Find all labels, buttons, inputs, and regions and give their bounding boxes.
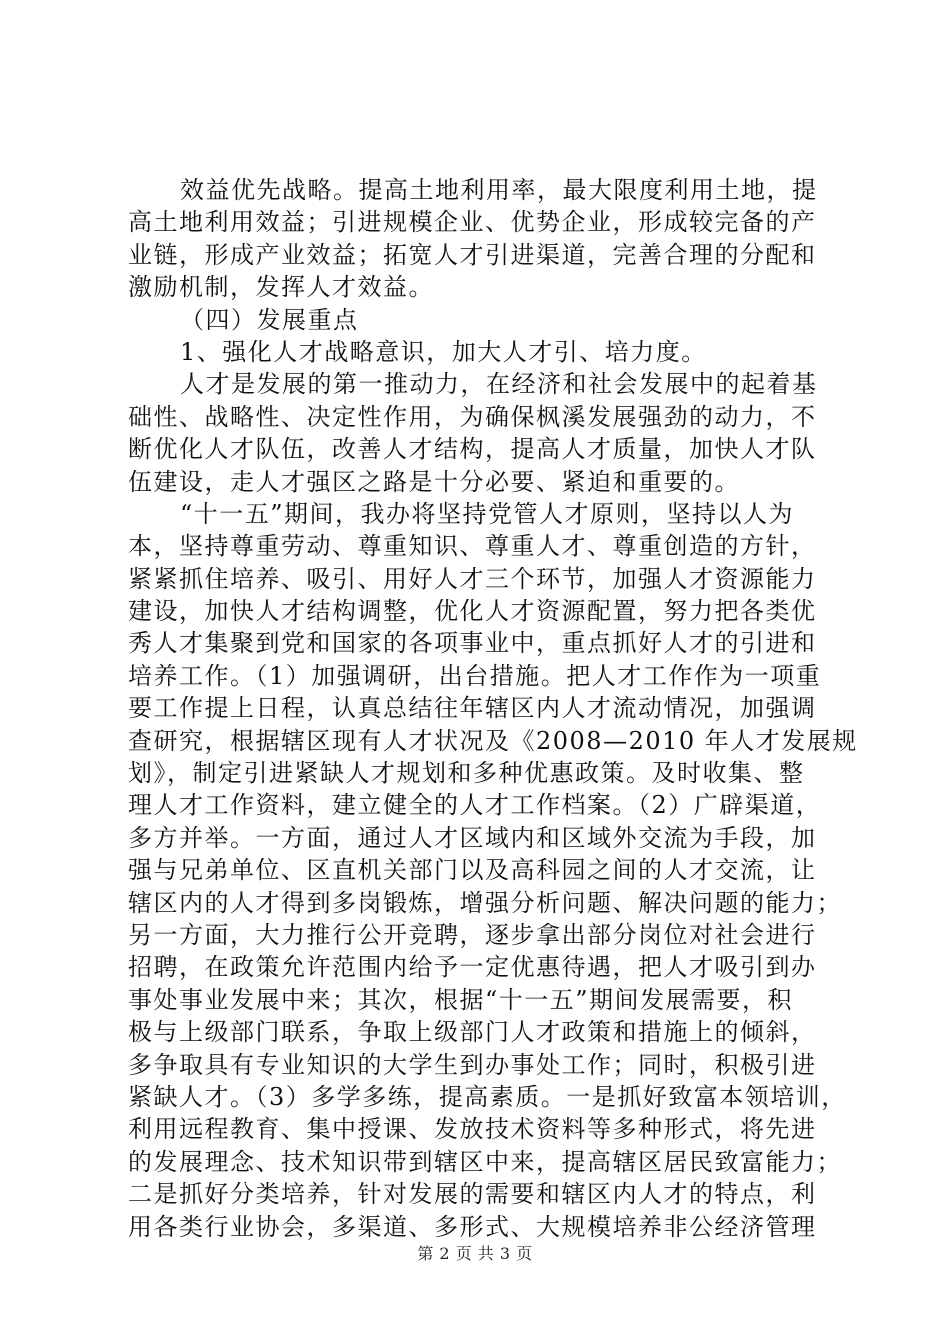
text-line: 招聘，在政策允许范围内给予一定优惠待遇，把人才吸引到办 [128,953,817,982]
text-line: 辖区内的人才得到多岗锻炼，增强分析问题、解决问题的能力； [128,888,842,917]
text-line: 培养工作。（1）加强调研，出台措施。把人才工作作为一项重 [128,661,822,690]
text-line: 利用远程教育、集中授课、发放技术资料等多种形式，将先进 [128,1115,817,1144]
text-line: 用各类行业协会，多渠道、多形式、大规模培养非公经济管理 [128,1212,817,1241]
text-line: 理人才工作资料，建立健全的人才工作档案。（2）广辟渠道， [128,791,822,820]
section-heading: （四）发展重点 [180,305,359,334]
text-line: 多方并举。一方面，通过人才区域内和区域外交流为手段，加 [128,823,817,852]
text-line: 效益优先战略。提高土地利用率，最大限度利用土地，提 [180,176,818,204]
text-line: 查研究，根据辖区现有人才状况及《2008—2010 年人才发展规 [128,726,858,755]
body-text [128,174,858,1243]
text-line: 建设，加快人才结构调整，优化人才资源配置，努力把各类优 [128,597,817,626]
subsection-heading: 1、强化人才战略意识，加大人才引、培力度。 [180,337,707,366]
page-footer: 第 2 页 共 3 页 [417,1244,533,1263]
text-line: 高土地利用效益；引进规模企业、优势企业，形成较完备的产 [128,208,817,237]
text-line: 紧缺人才。（3）多学多练，提高素质。一是抓好致富本领培训， [128,1082,847,1111]
text-line: 激励机制，发挥人才效益。 [128,273,434,302]
text-line: 业链，形成产业效益；拓宽人才引进渠道，完善合理的分配和 [128,240,817,269]
text-line: 另一方面，大力推行公开竞聘，逐步拿出部分岗位对社会进行 [128,920,817,949]
text-line: “十一五”期间，我办将坚持党管人才原则，坚持以人为 [180,499,795,528]
text-line: 伍建设，走人才强区之路是十分必要、紧迫和重要的。 [128,467,740,496]
text-line: 本，坚持尊重劳动、尊重知识、尊重人才、尊重创造的方针， [128,532,817,561]
text-line: 紧紧抓住培养、吸引、用好人才三个环节，加强人才资源能力 [128,564,817,593]
text-line: 秀人才集聚到党和国家的各项事业中，重点抓好人才的引进和 [128,629,817,658]
text-line: 事处事业发展中来；其次，根据“十一五”期间发展需要，积 [128,985,794,1014]
text-line: 强与兄弟单位、区直机关部门以及高科园之间的人才交流，让 [128,856,817,885]
text-line: 划》，制定引进紧缺人才规划和多种优惠政策。及时收集、整 [128,759,805,788]
text-line: 多争取具有专业知识的大学生到办事处工作；同时，积极引进 [128,1050,817,1079]
text-line: 础性、战略性、决定性作用，为确保枫溪发展强劲的动力，不 [128,402,817,431]
text-line: 断优化人才队伍，改善人才结构，提高人才质量，加快人才队 [128,435,817,464]
text-line: 极与上级部门联系，争取上级部门人才政策和措施上的倾斜， [128,1018,817,1047]
text-line: 二是抓好分类培养，针对发展的需要和辖区内人才的特点，利 [128,1180,817,1209]
text-line: 人才是发展的第一推动力，在经济和社会发展中的起着基 [180,370,818,399]
text-line: 的发展理念、技术知识带到辖区中来，提高辖区居民致富能力； [128,1147,842,1176]
text-line: 要工作提上日程，认真总结往年辖区内人才流动情况，加强调 [128,694,817,723]
